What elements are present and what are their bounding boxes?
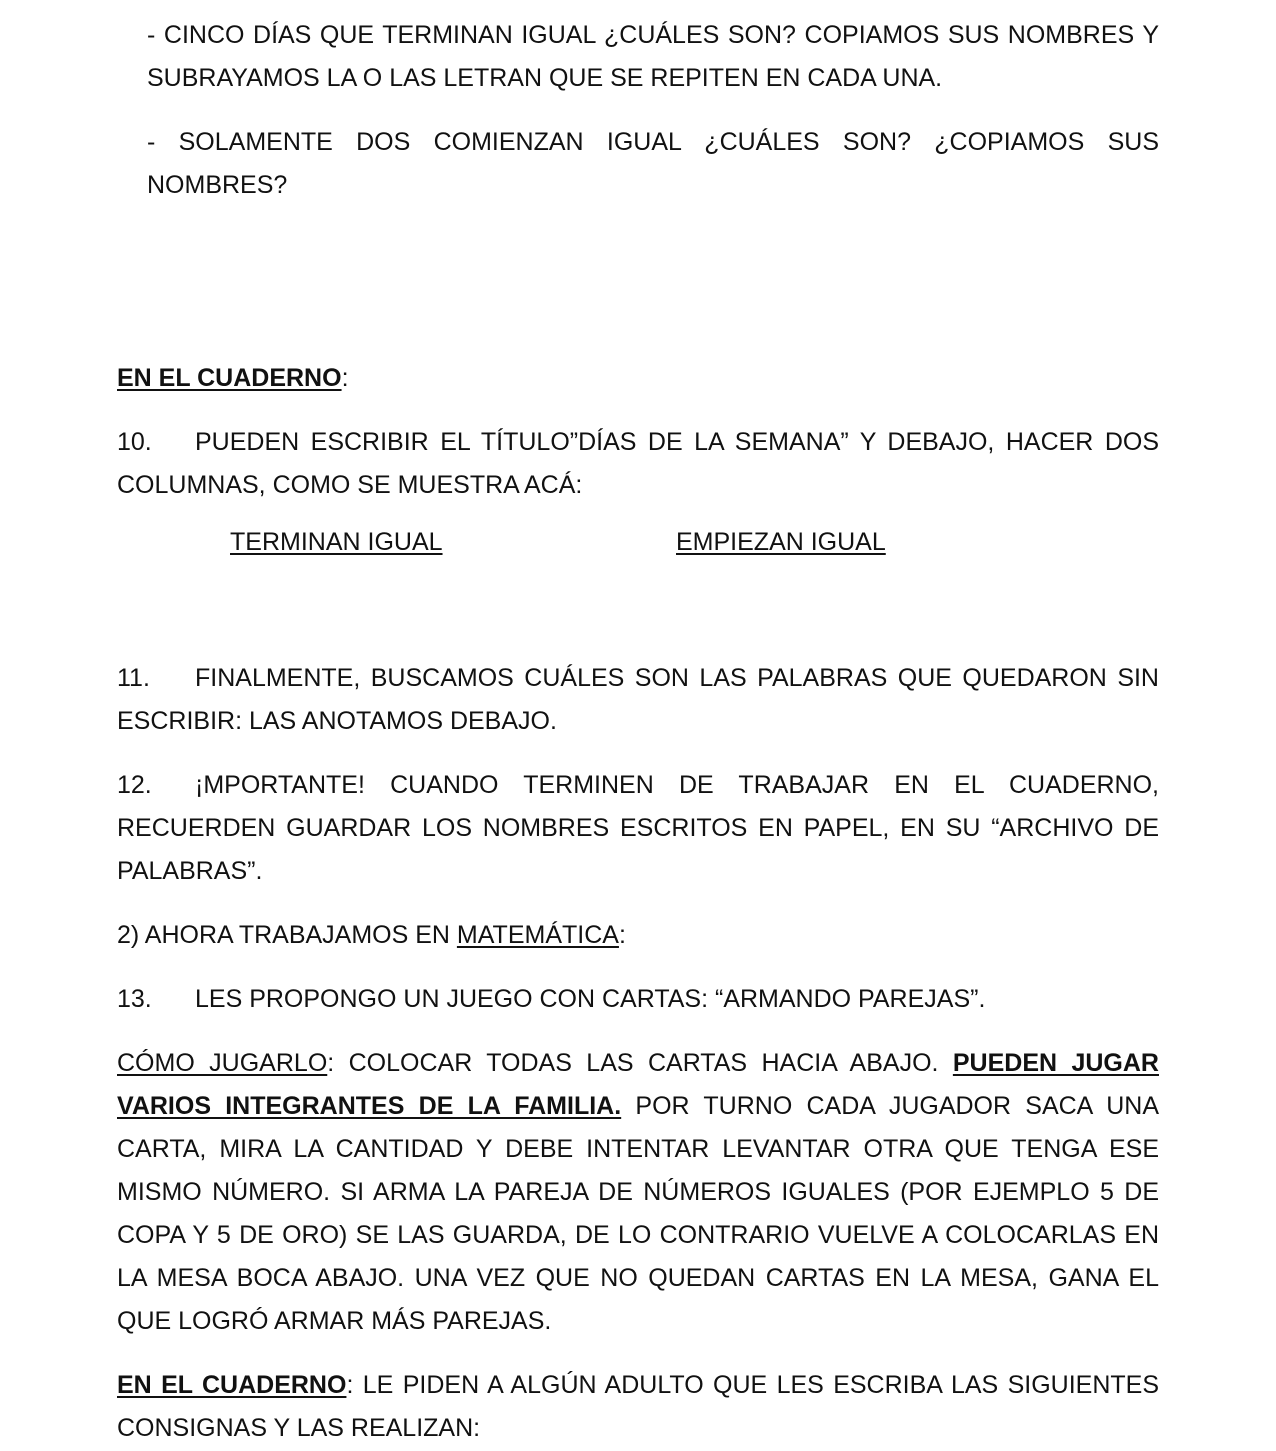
howto-text-2: POR TURNO CADA JUGADOR SACA UNA CARTA, MIRA LA CANTIDAD Y DEBE INTENTAR LEVANTAR OTRA QUE TENGA ESE MISMO NÚMERO. SI ARMA LA PAREJA DE NÚMEROS IGUALES (POR EJEMPLO 5 DE COPA Y 5 DE ORO) SE LAS GUARDA, DE LO CONTRARIO VUELVE A COLOCARLAS EN LA MESA BOCA ABAJO. UNA VEZ QUE NO QUEDAN CARTAS EN LA MESA, GANA EL QUE LOGRÓ ARMAR MÁS PAREJAS. (117, 1092, 1159, 1335)
column-header-terminan: TERMINAN IGUAL (230, 528, 443, 556)
item-text: PUEDEN ESCRIBIR EL TÍTULO”DÍAS DE LA SEMANA” Y DEBAJO, HACER DOS COLUMNAS, COMO SE MUESTRA ACÁ: (117, 428, 1159, 499)
item-number: 12. (117, 771, 152, 799)
math-line-colon: : (618, 921, 626, 949)
column-header-empiezan: EMPIEZAN IGUAL (676, 528, 886, 556)
section-heading-colon: : (341, 364, 349, 392)
item-number: 13. (117, 985, 152, 1013)
item-10 (117, 421, 1159, 507)
section-heading-cuaderno (117, 357, 1159, 400)
section-heading-label: EN EL CUADERNO (117, 364, 342, 392)
item-text: LES PROPONGO UN JUEGO CON CARTAS: “ARMANDO PAREJAS”. (195, 985, 986, 1013)
item-13 (117, 978, 1159, 1021)
item-12 (117, 764, 1159, 893)
column-headers (117, 528, 1159, 571)
section-heading-label: EN EL CUADERNO (117, 1371, 347, 1399)
item-number: 10. (117, 428, 152, 456)
document-page (117, 14, 1159, 1450)
math-subject: MATEMÁTICA (456, 921, 619, 949)
howto-label: CÓMO JUGARLO (117, 1049, 328, 1077)
howto-emphasis: PUEDEN JUGAR VARIOS INTEGRANTES DE LA FAMILIA. (117, 1049, 1159, 1120)
howto-paragraph (117, 1042, 1159, 1343)
list-item: - SOLAMENTE DOS COMIENZAN IGUAL ¿CUÁLES SON? ¿COPIAMOS SUS NOMBRES? (147, 128, 1159, 199)
item-text: ¡MPORTANTE! CUANDO TERMINEN DE TRABAJAR EN EL CUADERNO, RECUERDEN GUARDAR LOS NOMBRES ESCRITOS EN PAPEL, EN SU “ARCHIVO DE PALABRAS”. (117, 771, 1159, 885)
list-item: - CINCO DÍAS QUE TERMINAN IGUAL ¿CUÁLES SON? COPIAMOS SUS NOMBRES Y SUBRAYAMOS LA O LAS LETRAN QUE SE REPITEN EN CADA UNA. (147, 21, 1159, 92)
howto-text-1: : COLOCAR TODAS LAS CARTAS HACIA ABAJO. (327, 1049, 953, 1077)
math-line (117, 914, 1159, 957)
item-text: FINALMENTE, BUSCAMOS CUÁLES SON LAS PALABRAS QUE QUEDARON SIN ESCRIBIR: LAS ANOTAMOS DEBAJO. (117, 664, 1159, 735)
item-number: 11. (117, 664, 150, 692)
math-line-prefix: 2) AHORA TRABAJAMOS EN (117, 921, 457, 949)
item-11 (117, 657, 1159, 743)
section-text: : LE PIDEN A ALGÚN ADULTO QUE LES ESCRIBA LAS SIGUIENTES CONSIGNAS Y LAS REALIZAN: (117, 1371, 1160, 1442)
section-cuaderno-2 (117, 1364, 1159, 1450)
